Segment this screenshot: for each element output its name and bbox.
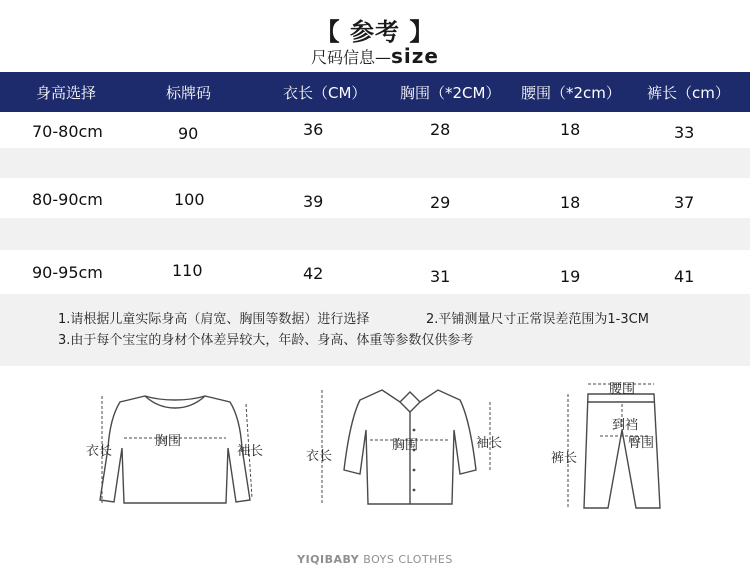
cell-waist: 18: [560, 120, 581, 139]
brand-name: YIQIBABY: [297, 553, 360, 566]
sweater-length-label: 衣长: [86, 444, 113, 459]
cell-chest: 28: [430, 120, 451, 139]
cell-height: 90-95cm: [32, 263, 103, 282]
cell-tag: 90: [178, 124, 199, 143]
subtitle-cn: 尺码信息—: [311, 48, 392, 67]
note-2: 2.平铺测量尺寸正常误差范围为1-3CM: [426, 312, 649, 327]
brand-footer: [0, 553, 750, 566]
header-chest: 胸围（*2CM）: [400, 84, 501, 102]
cell-length: 42: [303, 264, 324, 283]
page-title: 【 参考 】: [315, 18, 435, 46]
shirt-length-label: 衣长: [306, 449, 333, 464]
cell-chest: 31: [430, 267, 451, 286]
cell-chest: 29: [430, 193, 451, 212]
note-3: 3.由于每个宝宝的身材个体差异较大，年龄、身高、体重等参数仅供参考: [58, 333, 474, 348]
header-height: 身高选择: [36, 84, 97, 102]
header-waist: 腰围（*2cm）: [521, 84, 621, 102]
table-header: [0, 72, 750, 112]
sweater-chest-label: 胸围: [155, 434, 182, 449]
row-divider: [0, 148, 750, 178]
notes-panel: [0, 294, 750, 366]
cell-pants-length: 41: [674, 267, 695, 286]
cell-pants-length: 37: [674, 193, 695, 212]
cell-pants-length: 33: [674, 123, 695, 142]
header-tag-size: 标牌码: [166, 84, 212, 102]
note-1: 1.请根据儿童实际身高（肩宽、胸围等数据）进行选择: [58, 312, 370, 327]
page-subtitle: [0, 44, 750, 68]
sweater-sleeve-label: 袖长: [237, 444, 264, 459]
shirt-sleeve-label: 袖长: [476, 436, 503, 451]
cell-height: 80-90cm: [32, 190, 103, 209]
row-divider: [0, 218, 750, 250]
cell-length: 36: [303, 120, 324, 139]
header-pants-length: 裤长（cm）: [647, 84, 730, 102]
shirt-chest-label: 胸围: [392, 438, 419, 453]
pants-hip-label: 臀围: [628, 436, 655, 451]
cell-waist: 19: [560, 267, 581, 286]
header-length: 衣长（CM）: [283, 84, 367, 102]
cell-tag: 110: [172, 261, 203, 280]
cell-height: 70-80cm: [32, 122, 103, 141]
subtitle-en: size: [391, 44, 439, 68]
pants-length-label: 裤长: [551, 451, 578, 466]
pants-waist-label: 腰围: [609, 382, 636, 397]
cell-waist: 18: [560, 193, 581, 212]
cell-tag: 100: [174, 190, 205, 209]
cell-length: 39: [303, 192, 324, 211]
pants-crotch-label: 到裆: [612, 418, 639, 433]
brand-tagline: BOYS CLOTHES: [359, 553, 453, 566]
